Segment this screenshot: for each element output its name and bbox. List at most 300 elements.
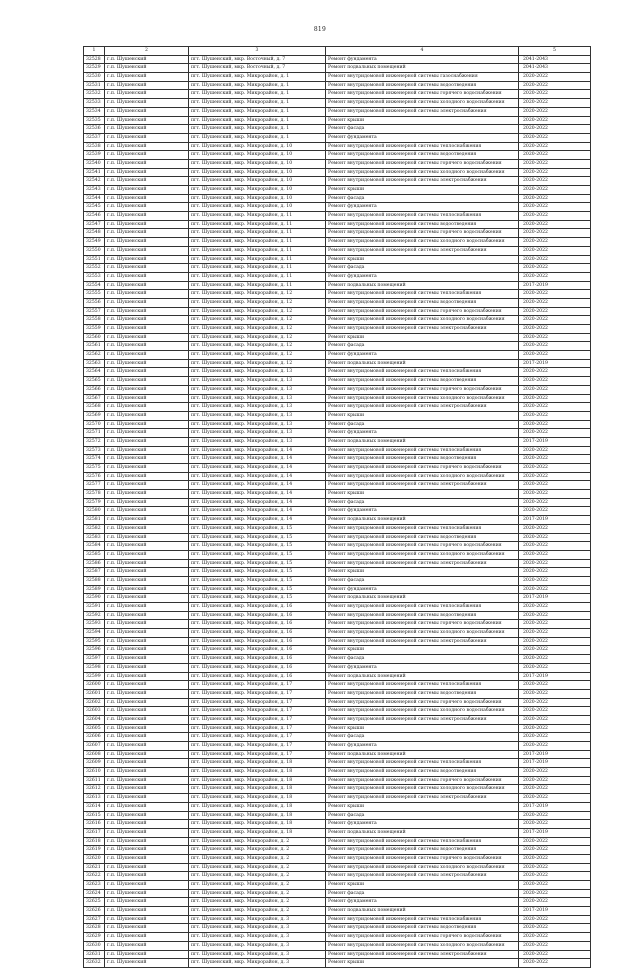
- municipality-cell: г.п. Шушенский: [105, 533, 189, 542]
- municipality-cell: г.п. Шушенский: [105, 212, 189, 221]
- municipality-cell: г.п. Шушенский: [105, 542, 189, 551]
- address-cell: пгт. Шушенский, мкр. Микрорайон, д. 16: [189, 655, 326, 664]
- period-cell: 2020-2022: [519, 125, 591, 134]
- address-cell: пгт. Шушенский, мкр. Микрорайон, д. 17: [189, 707, 326, 716]
- period-cell: 2020-2022: [519, 507, 591, 516]
- row-id-cell: 32542: [84, 177, 105, 186]
- work-type-cell: Ремонт внутридомовой инженерной системы холодного водоснабжения: [326, 472, 519, 481]
- municipality-cell: г.п. Шушенский: [105, 689, 189, 698]
- municipality-cell: г.п. Шушенский: [105, 750, 189, 759]
- work-type-cell: Ремонт подвальных помещений: [326, 64, 519, 73]
- municipality-cell: г.п. Шушенский: [105, 142, 189, 151]
- work-type-cell: Ремонт крыши: [326, 646, 519, 655]
- municipality-cell: г.п. Шушенский: [105, 802, 189, 811]
- table-row: [84, 255, 591, 264]
- period-cell: 2020-2022: [519, 220, 591, 229]
- address-cell: пгт. Шушенский, мкр. Микрорайон, д. 12: [189, 333, 326, 342]
- row-id-cell: 32597: [84, 655, 105, 664]
- period-cell: 2020-2022: [519, 333, 591, 342]
- period-cell: 2020-2022: [519, 742, 591, 751]
- municipality-cell: г.п. Шушенский: [105, 681, 189, 690]
- table-row: [84, 681, 591, 690]
- municipality-cell: г.п. Шушенский: [105, 898, 189, 907]
- row-id-cell: 32569: [84, 411, 105, 420]
- address-cell: пгт. Шушенский, мкр. Микрорайон, д. 13: [189, 394, 326, 403]
- table-row: [84, 959, 591, 968]
- municipality-cell: г.п. Шушенский: [105, 672, 189, 681]
- address-cell: пгт. Шушенский, мкр. Микрорайон, д. 10: [189, 194, 326, 203]
- period-cell: 2020-2022: [519, 411, 591, 420]
- period-cell: 2020-2022: [519, 342, 591, 351]
- work-type-cell: Ремонт внутридомовой инженерной системы водоотведения: [326, 377, 519, 386]
- municipality-cell: г.п. Шушенский: [105, 455, 189, 464]
- period-cell: 2020-2022: [519, 472, 591, 481]
- period-cell: 2020-2022: [519, 941, 591, 950]
- address-cell: пгт. Шушенский, мкр. Микрорайон, д. 2: [189, 898, 326, 907]
- municipality-cell: г.п. Шушенский: [105, 342, 189, 351]
- table-row: [84, 368, 591, 377]
- work-type-cell: Ремонт подвальных помещений: [326, 281, 519, 290]
- address-cell: пгт. Шушенский, мкр. Микрорайон, д. 3: [189, 950, 326, 959]
- municipality-cell: г.п. Шушенский: [105, 811, 189, 820]
- row-id-cell: 32627: [84, 915, 105, 924]
- table-row: [84, 316, 591, 325]
- row-id-cell: 32606: [84, 733, 105, 742]
- address-cell: пгт. Шушенский, мкр. Микрорайон, д. 16: [189, 611, 326, 620]
- work-type-cell: Ремонт фундамента: [326, 585, 519, 594]
- row-id-cell: 32589: [84, 585, 105, 594]
- row-id-cell: 32534: [84, 107, 105, 116]
- row-id-cell: 32553: [84, 272, 105, 281]
- row-id-cell: 32546: [84, 212, 105, 221]
- column-number-4: 4: [326, 47, 519, 56]
- row-id-cell: 32580: [84, 507, 105, 516]
- address-cell: пгт. Шушенский, мкр. Микрорайон, д. 2: [189, 854, 326, 863]
- address-cell: пгт. Шушенский, мкр. Микрорайон, д. 2: [189, 907, 326, 916]
- period-cell: 2020-2022: [519, 99, 591, 108]
- work-type-cell: Ремонт фундамента: [326, 272, 519, 281]
- municipality-cell: г.п. Шушенский: [105, 742, 189, 751]
- municipality-cell: г.п. Шушенский: [105, 594, 189, 603]
- municipality-cell: г.п. Шушенский: [105, 238, 189, 247]
- address-cell: пгт. Шушенский, мкр. Микрорайон, д. 12: [189, 325, 326, 334]
- row-id-cell: 32549: [84, 238, 105, 247]
- table-row: [84, 811, 591, 820]
- period-cell: 2020-2022: [519, 646, 591, 655]
- period-cell: 2020-2022: [519, 681, 591, 690]
- work-type-cell: Ремонт внутридомовой инженерной системы водоотведения: [326, 455, 519, 464]
- work-type-cell: Ремонт внутридомовой инженерной системы водоотведения: [326, 533, 519, 542]
- table-row: [84, 655, 591, 664]
- period-cell: 2041-2043: [519, 55, 591, 64]
- period-cell: 2020-2022: [519, 394, 591, 403]
- municipality-cell: г.п. Шушенский: [105, 246, 189, 255]
- table-row: [84, 159, 591, 168]
- municipality-cell: г.п. Шушенский: [105, 73, 189, 82]
- address-cell: пгт. Шушенский, мкр. Микрорайон, д. 14: [189, 498, 326, 507]
- row-id-cell: 32598: [84, 663, 105, 672]
- row-id-cell: 32616: [84, 820, 105, 829]
- municipality-cell: г.п. Шушенский: [105, 776, 189, 785]
- address-cell: пгт. Шушенский, мкр. Микрорайон, д. 15: [189, 542, 326, 551]
- period-cell: 2020-2022: [519, 377, 591, 386]
- table-row: [84, 516, 591, 525]
- address-cell: пгт. Шушенский, мкр. Микрорайон, д. 1: [189, 73, 326, 82]
- period-cell: 2020-2022: [519, 194, 591, 203]
- municipality-cell: г.п. Шушенский: [105, 698, 189, 707]
- address-cell: пгт. Шушенский, мкр. Микрорайон, д. 3: [189, 933, 326, 942]
- row-id-cell: 32539: [84, 151, 105, 160]
- row-id-cell: 32632: [84, 959, 105, 968]
- address-cell: пгт. Шушенский, мкр. Микрорайон, д. 10: [189, 159, 326, 168]
- municipality-cell: г.п. Шушенский: [105, 272, 189, 281]
- municipality-cell: г.п. Шушенский: [105, 411, 189, 420]
- period-cell: 2020-2022: [519, 950, 591, 959]
- address-cell: пгт. Шушенский, мкр. Микрорайон, д. 1: [189, 125, 326, 134]
- period-cell: 2020-2022: [519, 568, 591, 577]
- municipality-cell: г.п. Шушенский: [105, 420, 189, 429]
- work-type-cell: Ремонт внутридомовой инженерной системы холодного водоснабжения: [326, 785, 519, 794]
- municipality-cell: г.п. Шушенский: [105, 950, 189, 959]
- period-cell: 2020-2022: [519, 611, 591, 620]
- row-id-cell: 32562: [84, 351, 105, 360]
- row-id-cell: 32564: [84, 368, 105, 377]
- address-cell: пгт. Шушенский, мкр. Микрорайон, д. 14: [189, 455, 326, 464]
- municipality-cell: г.п. Шушенский: [105, 316, 189, 325]
- row-id-cell: 32617: [84, 828, 105, 837]
- address-cell: пгт. Шушенский, мкр. Микрорайон, д. 17: [189, 742, 326, 751]
- work-type-cell: Ремонт фундамента: [326, 133, 519, 142]
- period-cell: 2020-2022: [519, 351, 591, 360]
- municipality-cell: г.п. Шушенский: [105, 472, 189, 481]
- table-row: [84, 298, 591, 307]
- table-row: [84, 229, 591, 238]
- address-cell: пгт. Шушенский, мкр. Микрорайон, д. 12: [189, 298, 326, 307]
- table-row: [84, 116, 591, 125]
- address-cell: пгт. Шушенский, мкр. Микрорайон, д. 17: [189, 750, 326, 759]
- row-id-cell: 32540: [84, 159, 105, 168]
- period-cell: 2020-2022: [519, 490, 591, 499]
- address-cell: пгт. Шушенский, мкр. Микрорайон, д. 14: [189, 516, 326, 525]
- period-cell: 2020-2022: [519, 707, 591, 716]
- address-cell: пгт. Шушенский, мкр. Микрорайон, д. 11: [189, 255, 326, 264]
- row-id-cell: 32584: [84, 542, 105, 551]
- work-type-cell: Ремонт внутридомовой инженерной системы электроснабжения: [326, 246, 519, 255]
- table-row: [84, 542, 591, 551]
- municipality-cell: г.п. Шушенский: [105, 168, 189, 177]
- address-cell: пгт. Шушенский, мкр. Микрорайон, д. 18: [189, 776, 326, 785]
- row-id-cell: 32537: [84, 133, 105, 142]
- table-row: [84, 950, 591, 959]
- period-cell: 2020-2022: [519, 854, 591, 863]
- work-type-cell: Ремонт внутридомовой инженерной системы электроснабжения: [326, 715, 519, 724]
- work-type-cell: Ремонт внутридомовой инженерной системы теплоснабжения: [326, 524, 519, 533]
- work-type-cell: Ремонт фундамента: [326, 507, 519, 516]
- work-type-cell: Ремонт внутридомовой инженерной системы водоотведения: [326, 298, 519, 307]
- work-type-cell: Ремонт крыши: [326, 333, 519, 342]
- municipality-cell: г.п. Шушенский: [105, 707, 189, 716]
- table-row: [84, 238, 591, 247]
- municipality-cell: г.п. Шушенский: [105, 603, 189, 612]
- work-type-cell: Ремонт фасада: [326, 420, 519, 429]
- table-row: [84, 99, 591, 108]
- work-type-cell: Ремонт внутридомовой инженерной системы горячего водоснабжения: [326, 159, 519, 168]
- work-type-cell: Ремонт внутридомовой инженерной системы холодного водоснабжения: [326, 707, 519, 716]
- table-row: [84, 768, 591, 777]
- address-cell: пгт. Шушенский, мкр. Микрорайон, д. 3: [189, 915, 326, 924]
- table-row: [84, 854, 591, 863]
- address-cell: пгт. Шушенский, мкр. Микрорайон, д. 13: [189, 420, 326, 429]
- period-cell: 2017-2019: [519, 672, 591, 681]
- address-cell: пгт. Шушенский, мкр. Микрорайон, д. 18: [189, 794, 326, 803]
- table-row: [84, 333, 591, 342]
- table-row: [84, 411, 591, 420]
- row-id-cell: 32605: [84, 724, 105, 733]
- table-row: [84, 759, 591, 768]
- municipality-cell: г.п. Шушенский: [105, 559, 189, 568]
- row-id-cell: 32588: [84, 576, 105, 585]
- municipality-cell: г.п. Шушенский: [105, 229, 189, 238]
- municipality-cell: г.п. Шушенский: [105, 446, 189, 455]
- address-cell: пгт. Шушенский, мкр. Микрорайон, д. 14: [189, 490, 326, 499]
- municipality-cell: г.п. Шушенский: [105, 177, 189, 186]
- period-cell: 2020-2022: [519, 116, 591, 125]
- work-type-cell: Ремонт фундамента: [326, 742, 519, 751]
- period-cell: 2020-2022: [519, 768, 591, 777]
- period-cell: 2020-2022: [519, 863, 591, 872]
- municipality-cell: г.п. Шушенский: [105, 203, 189, 212]
- table-row: [84, 620, 591, 629]
- row-id-cell: 32529: [84, 64, 105, 73]
- municipality-cell: г.п. Шушенский: [105, 715, 189, 724]
- municipality-cell: г.п. Шушенский: [105, 325, 189, 334]
- table-row: [84, 689, 591, 698]
- row-id-cell: 32625: [84, 898, 105, 907]
- period-cell: 2041-2043: [519, 64, 591, 73]
- municipality-cell: г.п. Шушенский: [105, 794, 189, 803]
- work-type-cell: Ремонт внутридомовой инженерной системы водоотведения: [326, 151, 519, 160]
- work-type-cell: Ремонт внутридомовой инженерной системы теплоснабжения: [326, 681, 519, 690]
- period-cell: 2020-2022: [519, 246, 591, 255]
- period-cell: 2020-2022: [519, 698, 591, 707]
- row-id-cell: 32604: [84, 715, 105, 724]
- address-cell: пгт. Шушенский, мкр. Микрорайон, д. 13: [189, 403, 326, 412]
- period-cell: 2017-2019: [519, 802, 591, 811]
- municipality-cell: г.п. Шушенский: [105, 394, 189, 403]
- row-id-cell: 32600: [84, 681, 105, 690]
- work-type-cell: Ремонт фундамента: [326, 663, 519, 672]
- row-id-cell: 32544: [84, 194, 105, 203]
- municipality-cell: г.п. Шушенский: [105, 655, 189, 664]
- municipality-cell: г.п. Шушенский: [105, 907, 189, 916]
- table-row: [84, 724, 591, 733]
- municipality-cell: г.п. Шушенский: [105, 759, 189, 768]
- table-row: [84, 429, 591, 438]
- period-cell: 2017-2019: [519, 437, 591, 446]
- table-row: [84, 559, 591, 568]
- column-number-3: 3: [189, 47, 326, 56]
- address-cell: пгт. Шушенский, мкр. Микрорайон, д. 11: [189, 246, 326, 255]
- row-id-cell: 32609: [84, 759, 105, 768]
- period-cell: 2020-2022: [519, 455, 591, 464]
- municipality-cell: г.п. Шушенский: [105, 516, 189, 525]
- table-row: [84, 90, 591, 99]
- period-cell: 2020-2022: [519, 776, 591, 785]
- table-row: [84, 933, 591, 942]
- work-type-cell: Ремонт подвальных помещений: [326, 359, 519, 368]
- work-type-cell: Ремонт крыши: [326, 116, 519, 125]
- municipality-cell: г.п. Шушенский: [105, 377, 189, 386]
- table-row: [84, 125, 591, 134]
- row-id-cell: 32528: [84, 55, 105, 64]
- period-cell: 2020-2022: [519, 576, 591, 585]
- period-cell: 2020-2022: [519, 637, 591, 646]
- address-cell: пгт. Шушенский, мкр. Микрорайон, д. 10: [189, 203, 326, 212]
- address-cell: пгт. Шушенский, мкр. Микрорайон, д. 10: [189, 168, 326, 177]
- period-cell: 2020-2022: [519, 90, 591, 99]
- work-type-cell: Ремонт внутридомовой инженерной системы горячего водоснабжения: [326, 90, 519, 99]
- work-type-cell: Ремонт подвальных помещений: [326, 672, 519, 681]
- address-cell: пгт. Шушенский, мкр. Микрорайон, д. 14: [189, 481, 326, 490]
- address-cell: пгт. Шушенский, мкр. Микрорайон, д. 2: [189, 863, 326, 872]
- row-id-cell: 32571: [84, 429, 105, 438]
- address-cell: пгт. Шушенский, мкр. Восточный, д. 7: [189, 64, 326, 73]
- municipality-cell: г.п. Шушенский: [105, 915, 189, 924]
- municipality-cell: г.п. Шушенский: [105, 307, 189, 316]
- table-row: [84, 611, 591, 620]
- municipality-cell: г.п. Шушенский: [105, 55, 189, 64]
- table-row: [84, 707, 591, 716]
- address-cell: пгт. Шушенский, мкр. Микрорайон, д. 11: [189, 212, 326, 221]
- table-row: [84, 794, 591, 803]
- address-cell: пгт. Шушенский, мкр. Микрорайон, д. 10: [189, 142, 326, 151]
- table-row: [84, 73, 591, 82]
- period-cell: 2020-2022: [519, 107, 591, 116]
- row-id-cell: 32623: [84, 881, 105, 890]
- work-type-cell: Ремонт фасада: [326, 811, 519, 820]
- row-id-cell: 32576: [84, 472, 105, 481]
- table-row: [84, 351, 591, 360]
- column-number-2: 2: [105, 47, 189, 56]
- table-row: [84, 177, 591, 186]
- address-cell: пгт. Шушенский, мкр. Микрорайон, д. 15: [189, 559, 326, 568]
- address-cell: пгт. Шушенский, мкр. Микрорайон, д. 12: [189, 307, 326, 316]
- period-cell: 2020-2022: [519, 811, 591, 820]
- row-id-cell: 32599: [84, 672, 105, 681]
- municipality-cell: г.п. Шушенский: [105, 498, 189, 507]
- work-type-cell: Ремонт внутридомовой инженерной системы горячего водоснабжения: [326, 307, 519, 316]
- address-cell: пгт. Шушенский, мкр. Микрорайон, д. 18: [189, 785, 326, 794]
- period-cell: 2020-2022: [519, 655, 591, 664]
- row-id-cell: 32592: [84, 611, 105, 620]
- row-id-cell: 32620: [84, 854, 105, 863]
- table-row: [84, 915, 591, 924]
- row-id-cell: 32591: [84, 603, 105, 612]
- period-cell: 2017-2019: [519, 907, 591, 916]
- row-id-cell: 32601: [84, 689, 105, 698]
- row-id-cell: 32530: [84, 73, 105, 82]
- period-cell: 2020-2022: [519, 524, 591, 533]
- municipality-cell: г.п. Шушенский: [105, 524, 189, 533]
- row-id-cell: 32622: [84, 872, 105, 881]
- period-cell: 2020-2022: [519, 933, 591, 942]
- period-cell: 2020-2022: [519, 446, 591, 455]
- row-id-cell: 32543: [84, 186, 105, 195]
- period-cell: 2020-2022: [519, 715, 591, 724]
- municipality-cell: г.п. Шушенский: [105, 99, 189, 108]
- municipality-cell: г.п. Шушенский: [105, 107, 189, 116]
- address-cell: пгт. Шушенский, мкр. Микрорайон, д. 16: [189, 663, 326, 672]
- municipality-cell: г.п. Шушенский: [105, 194, 189, 203]
- address-cell: пгт. Шушенский, мкр. Микрорайон, д. 12: [189, 316, 326, 325]
- table-row: [84, 663, 591, 672]
- row-id-cell: 32615: [84, 811, 105, 820]
- table-row: [84, 550, 591, 559]
- period-cell: 2017-2019: [519, 359, 591, 368]
- row-id-cell: 32614: [84, 802, 105, 811]
- row-id-cell: 32586: [84, 559, 105, 568]
- period-cell: 2020-2022: [519, 81, 591, 90]
- period-cell: 2020-2022: [519, 316, 591, 325]
- address-cell: пгт. Шушенский, мкр. Микрорайон, д. 13: [189, 385, 326, 394]
- work-type-cell: Ремонт фундамента: [326, 55, 519, 64]
- period-cell: 2020-2022: [519, 724, 591, 733]
- municipality-cell: г.п. Шушенский: [105, 611, 189, 620]
- table-row: [84, 272, 591, 281]
- period-cell: 2020-2022: [519, 689, 591, 698]
- municipality-cell: г.п. Шушенский: [105, 264, 189, 273]
- address-cell: пгт. Шушенский, мкр. Микрорайон, д. 15: [189, 533, 326, 542]
- address-cell: пгт. Шушенский, мкр. Микрорайон, д. 1: [189, 133, 326, 142]
- table-row: [84, 64, 591, 73]
- period-cell: 2020-2022: [519, 255, 591, 264]
- address-cell: пгт. Шушенский, мкр. Микрорайон, д. 12: [189, 351, 326, 360]
- table-row: [84, 941, 591, 950]
- work-type-cell: Ремонт фасада: [326, 194, 519, 203]
- row-id-cell: 32618: [84, 837, 105, 846]
- work-type-cell: Ремонт внутридомовой инженерной системы теплоснабжения: [326, 603, 519, 612]
- row-id-cell: 32567: [84, 394, 105, 403]
- work-type-cell: Ремонт фасада: [326, 889, 519, 898]
- row-id-cell: 32575: [84, 464, 105, 473]
- row-id-cell: 32532: [84, 90, 105, 99]
- municipality-cell: г.п. Шушенский: [105, 351, 189, 360]
- period-cell: 2020-2022: [519, 403, 591, 412]
- row-id-cell: 32557: [84, 307, 105, 316]
- work-type-cell: Ремонт внутридомовой инженерной системы горячего водоснабжения: [326, 776, 519, 785]
- address-cell: пгт. Шушенский, мкр. Микрорайон, д. 17: [189, 698, 326, 707]
- table-row: [84, 142, 591, 151]
- row-id-cell: 32558: [84, 316, 105, 325]
- table-row: [84, 733, 591, 742]
- row-id-cell: 32565: [84, 377, 105, 386]
- register-table-body: [84, 47, 591, 968]
- column-number-1: 1: [84, 47, 105, 56]
- table-row: [84, 907, 591, 916]
- work-type-cell: Ремонт фасада: [326, 576, 519, 585]
- address-cell: пгт. Шушенский, мкр. Микрорайон, д. 17: [189, 715, 326, 724]
- table-row: [84, 603, 591, 612]
- row-id-cell: 32628: [84, 924, 105, 933]
- municipality-cell: г.п. Шушенский: [105, 385, 189, 394]
- table-row: [84, 342, 591, 351]
- table-row: [84, 437, 591, 446]
- period-cell: 2020-2022: [519, 550, 591, 559]
- address-cell: пгт. Шушенский, мкр. Микрорайон, д. 2: [189, 837, 326, 846]
- row-id-cell: 32583: [84, 533, 105, 542]
- work-type-cell: Ремонт внутридомовой инженерной системы электроснабжения: [326, 637, 519, 646]
- period-cell: 2020-2022: [519, 133, 591, 142]
